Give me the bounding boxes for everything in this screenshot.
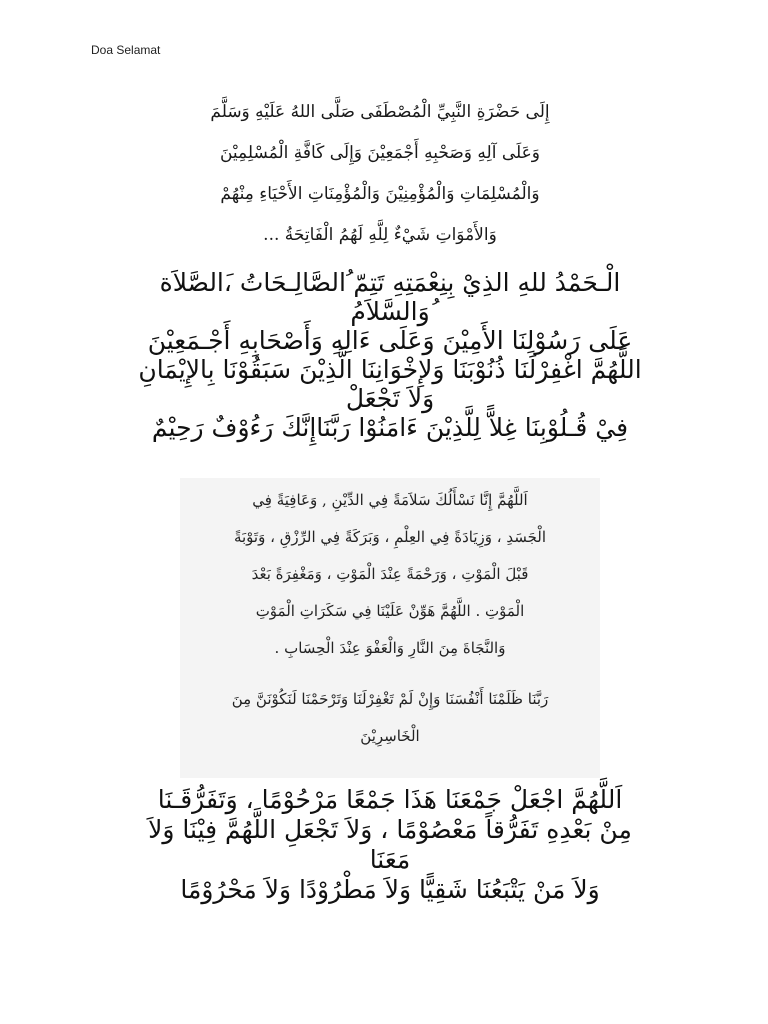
text-line: رَبَّنَا ظَلَمْنَا أَنْفُسَنَا وَإِنْ لَمْ تَغْفِرْلَنَا وَتَرْحَمْنَا لَنَكُوْنَنَّ مِنَ bbox=[231, 690, 549, 708]
hamdalah-passage bbox=[90, 268, 690, 442]
text-line: فِيْ قُـلُوْبِنَا غِلاًّ لِلَّذِيْنَ ءَامَنُوْا رَبَّنَاإِنَّكَ رَءُوْفٌ رَحِيْمٌ bbox=[151, 413, 629, 442]
document-title: Doa Selamat bbox=[91, 43, 161, 57]
prayer-paragraph-2 bbox=[180, 677, 600, 755]
text-line: وَلاَ مَنْ يَتْبَعُنَا شَقِيًّا وَلاَ مَطْرُوْدًا وَلاَ مَحْرُوْمًا bbox=[180, 875, 600, 904]
text-line: الْـحَمْدُ للهِ الذِيْ بِنِعْمَتِهِ تَتِمّ ُالصَّالِـحَاتُ ،َالصَّلاَة bbox=[159, 268, 621, 297]
text-line: إِلَى حَضْرَةِ النَّبِيِّ الْمُصْطَفَى صَلَّى اللهُ عَلَيْهِ وَسَلَّمَ bbox=[210, 102, 550, 122]
text-line: اَللَّهُمَّ اجْعَلْ جَمْعَنَا هَذَا جَمْعًا مَرْحُوْمًا ، وَتَفَرُّقَـنَا bbox=[157, 785, 623, 814]
text-line: عَلَى رَسُوْلِنَا الأَمِيْنَ وَعَلَى ءَالِهِ وَأَصْحَابِهِ أَجْـمَعِيْنَ bbox=[147, 326, 633, 355]
text-line: مَعَنَا bbox=[369, 845, 411, 874]
text-line: وَالْمُسْلِمَاتِ وَالْمُؤْمِنِيْنَ وَالْمُؤْمِنَاتِ الأَحْيَاءِ مِنْهُمْ bbox=[220, 184, 540, 204]
text-line: الْمَوْتِ . اللَّهُمَّ هَوِّنْ عَلَيْنَا فِي سَكَرَاتِ الْمَوْتِ bbox=[255, 602, 525, 620]
dedication-passage bbox=[150, 92, 610, 256]
text-line: وَالأَمْوَاتِ شَيْءٌ لِلَّهِ لَهُمُ الْفَاتِحَةُ ... bbox=[263, 225, 497, 245]
prayer-paragraph bbox=[180, 478, 600, 667]
text-line: اَللَّهُمَّ إِنَّا نَسْأَلُكَ سَلاَمَةً فِي الدِّيْنِ , وَعَافِيَةً فِي bbox=[252, 491, 528, 509]
closing-passage bbox=[90, 785, 690, 905]
text-line: الْجَسَدِ ، وَزِيَادَةً فِي العِلْمِ ، وَبَرَكَةً فِي الرِّزْقِ ، وَتَوْبَةً bbox=[233, 528, 547, 546]
text-line: قَبْلَ الْمَوْتِ ، وَرَحْمَةً عِنْدَ الْمَوْتِ ، وَمَغْفِرَةً بَعْدَ bbox=[251, 565, 529, 583]
text-line: وَعَلَى آلِهِ وَصَحْبِهِ أَجْمَعِيْنَ وَإِلَى كَافَّةِ الْمُسْلِمِيْنَ bbox=[219, 143, 540, 163]
text-line: وَلاَ تَجْعَلْ bbox=[345, 384, 435, 413]
text-line: ُوَالسَّلاَمُ bbox=[350, 297, 430, 326]
text-line: مِنْ بَعْدِهِ تَفَرُّقاً مَعْصُوْمًا ، وَلاَ تَجْعَلِ اللَّهُمَّ فِيْنَا وَلاَ bbox=[148, 815, 632, 844]
scanned-prayer-image bbox=[180, 478, 600, 778]
text-line: وَالنَّجَاةَ مِنَ النَّارِ وَالْعَفْوَ عِنْدَ الْحِسَابِ . bbox=[274, 639, 506, 657]
text-line: الْخَاسِرِيْنَ bbox=[360, 727, 420, 745]
text-line: اللَّهُمَّ اغْفِرْلَنَا ذُنُوْبَنَا وَلإِخْوَانِنَا الَّذِيْنَ سَبَقُوْنَا بِالإِيْمَانِ bbox=[138, 355, 642, 384]
